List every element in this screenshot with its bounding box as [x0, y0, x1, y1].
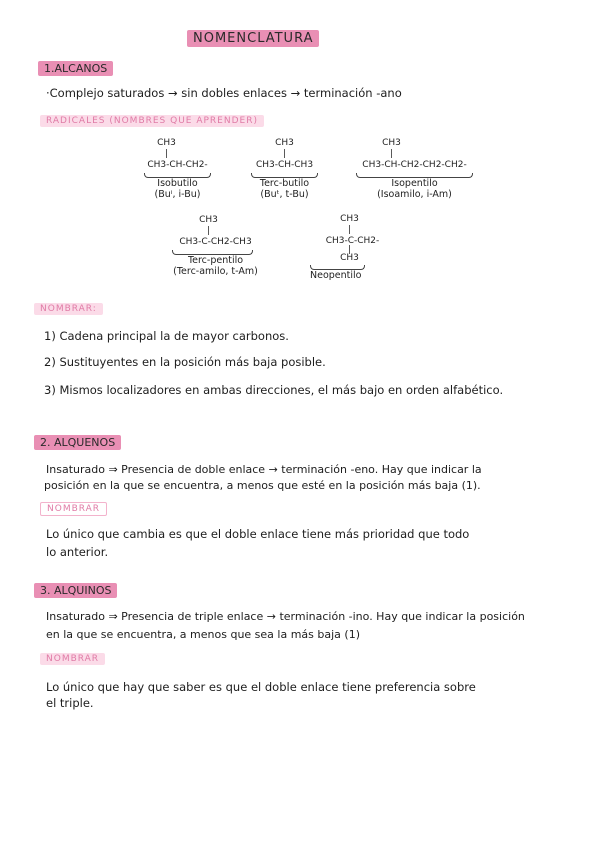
radical-abbreviation: (Terc-amilo, t-Am) — [173, 266, 258, 277]
section-header-alquenos: 2. ALQUENOS — [34, 435, 121, 450]
alquinos-line-2: en la que se encuentra, a menos que sea la más baja (1) — [46, 628, 360, 641]
alquenos-line-2: posición en la que se encuentra, a menos que esté en la posición más baja (1). — [44, 479, 481, 492]
radical-top: CH3 — [382, 138, 401, 148]
radical-terc-pentilo: CH3 | CH3-C-CH2-CH3 Terc-pentilo (Terc-amilo, t-Am) — [168, 215, 263, 277]
alcanos-rule-2: 2) Sustituyentes en la posición más baja posible. — [44, 355, 326, 369]
radical-formula: CH3-C-CH2- — [325, 236, 380, 246]
radical-name: Terc-butilo — [259, 178, 310, 189]
alquinos-line-1: Insaturado ⇒ Presencia de triple enlace → terminación -ino. Hay que indicar la posición — [46, 610, 525, 623]
radical-formula: CH3-CH-CH3 — [255, 160, 314, 170]
nombrar-tag-alquinos: NOMBRAR — [40, 653, 105, 665]
radical-name: Neopentilo — [310, 270, 362, 281]
radical-neopentilo: CH3 | CH3-C-CH2- | CH3 Neopentilo — [310, 214, 395, 281]
alcanos-rule-3: 3) Mismos localizadores en ambas direcciones, el más bajo en orden alfabético. — [44, 383, 504, 397]
alquenos-rule-line-2: lo anterior. — [46, 545, 109, 559]
radical-abbreviation: (Buᵗ, t-Bu) — [260, 189, 309, 200]
radical-top: CH3 — [275, 138, 294, 148]
radical-terc-butilo: CH3 | CH3-CH-CH3 Terc-butilo (Buᵗ, t-Bu) — [247, 138, 322, 200]
radical-formula: CH3-CH-CH2-CH2-CH2- — [362, 160, 467, 170]
alquinos-rule-line-2: el triple. — [46, 696, 94, 710]
radical-formula: CH3-CH-CH2- — [147, 160, 208, 170]
radical-bottom: CH3 — [340, 253, 359, 263]
radical-top: CH3 — [199, 215, 218, 225]
alcanos-rule-1: 1) Cadena principal la de mayor carbonos. — [44, 329, 289, 343]
alquenos-line-1: Insaturado ⇒ Presencia de doble enlace → terminación -eno. Hay que indicar la — [46, 463, 482, 476]
section-header-alcanos: 1.ALCANOS — [38, 61, 113, 76]
alquenos-rule-line-1: Lo único que cambia es que el doble enlace tiene más prioridad que todo — [46, 527, 470, 541]
nombrar-tag-alquenos: NOMBRAR — [40, 502, 107, 516]
radicales-tag: RADICALES (NOMBRES QUE APRENDER) — [40, 115, 264, 127]
radical-top: CH3 — [157, 138, 176, 148]
nombrar-tag-alcanos: NOMBRAR: — [34, 303, 103, 315]
alcanos-definition: ·Complejo saturados → sin dobles enlaces → terminación -ano — [46, 86, 402, 100]
radical-abbreviation: (Buⁱ, i-Bu) — [154, 189, 201, 200]
radical-name: Isobutilo — [157, 178, 198, 189]
alquinos-rule-line-1: Lo único que hay que saber es que el doble enlace tiene preferencia sobre — [46, 680, 476, 694]
radical-isopentilo: CH3 | CH3-CH-CH2-CH2-CH2- Isopentilo (Isoamilo, i-Am) — [352, 138, 477, 200]
radical-abbreviation: (Isoamilo, i-Am) — [377, 189, 452, 200]
radical-top: CH3 — [340, 214, 359, 224]
radical-formula: CH3-C-CH2-CH3 — [179, 237, 252, 247]
section-header-alquinos: 3. ALQUINOS — [34, 583, 117, 598]
radical-isobutilo: CH3 | CH3-CH-CH2- Isobutilo (Buⁱ, i-Bu) — [140, 138, 215, 200]
radical-name: Isopentilo — [391, 178, 438, 189]
radical-name: Terc-pentilo — [187, 255, 244, 266]
page-title: NOMENCLATURA — [187, 30, 319, 47]
